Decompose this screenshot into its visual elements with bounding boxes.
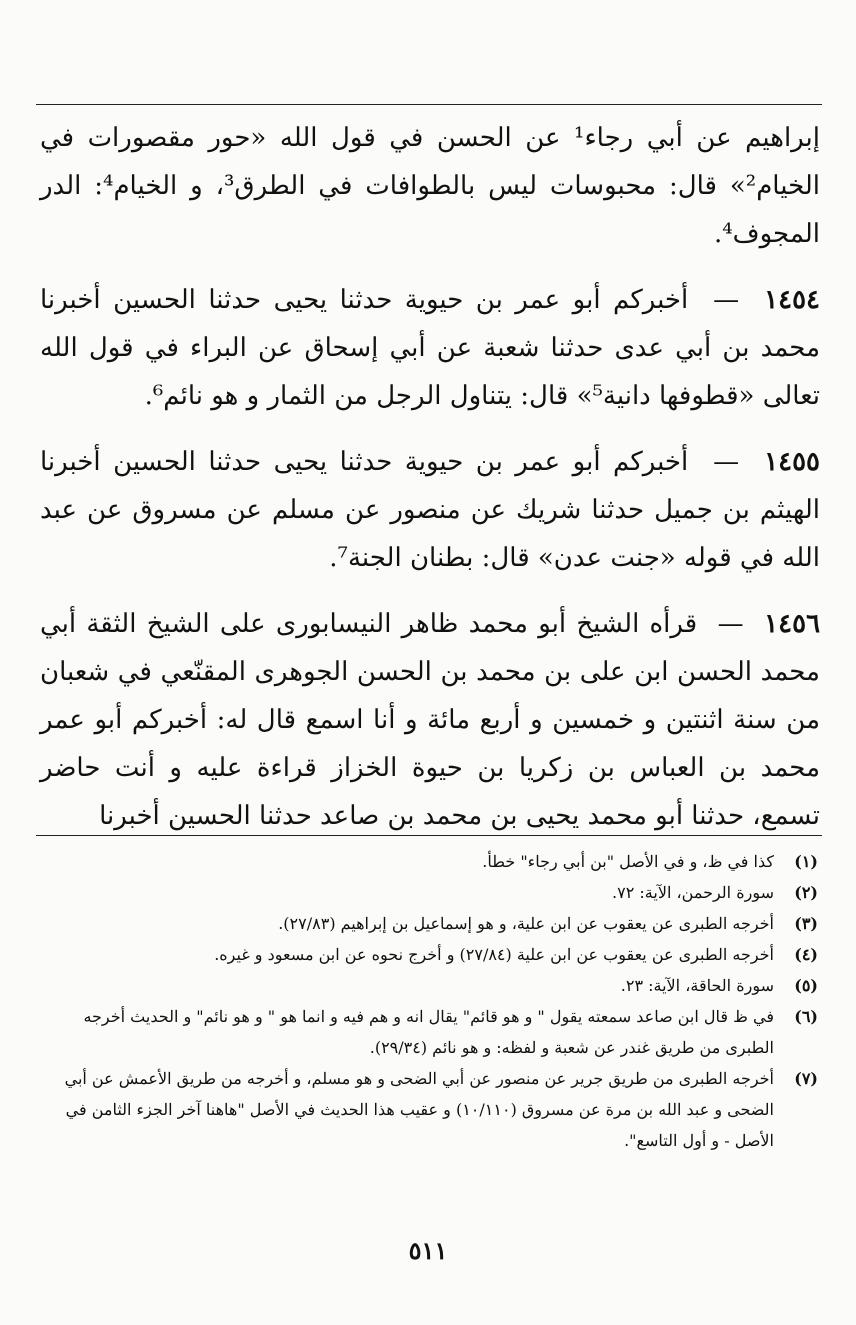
footnote: [40, 970, 818, 1001]
footnote-text: كذا في ظ، و في الأصل "بن أبي رجاء" خطأ.: [482, 852, 774, 871]
footnote: [40, 939, 818, 970]
footnote-number: (٧): [794, 1069, 818, 1088]
footnote-text: سورة الحاقة، الآية: ٢٣.: [620, 976, 774, 995]
footnote-text: أخرجه الطبرى عن يعقوب عن ابن علية، و هو إسماعيل بن إبراهيم (٢٧/٨٣).: [278, 914, 774, 933]
footnote-number: (٦): [794, 1007, 818, 1026]
footnotes: [40, 846, 818, 1156]
footnote: [40, 1001, 818, 1063]
footnote-number: (٤): [794, 945, 818, 964]
hadith-1454: [40, 276, 820, 420]
footnote-number: (٥): [794, 976, 818, 995]
hadith-1455: [40, 438, 820, 582]
top-rule: [36, 104, 822, 105]
dash: —: [707, 609, 754, 639]
footnote-text: في ظ قال ابن صاعد سمعته يقول " و هو قائم" يقال انه و هم فيه و انما هو " و هو نائم" و الحديث أخرجه الطبرى من طريق غندر عن شعبة و لفظه: و هو نائم (٢٩/٣٤).: [83, 1007, 774, 1057]
footnote-number: (١): [794, 852, 818, 871]
footnote-text: أخرجه الطبرى عن يعقوب عن ابن علية (٢٧/٨٤) و أخرج نحوه عن ابن مسعود و غيره.: [214, 945, 774, 964]
paragraph-text: إبراهيم عن أبي رجاء¹ عن الحسن في قول الله «حور مقصورات في الخيام²» قال: محبوسات ليس بالطوافات في الطرق³، و الخيام⁴: الدر المجوف⁴.: [40, 123, 820, 249]
dash: —: [700, 447, 752, 477]
paragraph-text: قرأه الشيخ أبو محمد ظاهر النيسابورى على الشيخ الثقة أبي محمد الحسن ابن على بن محمد بن الحسن الجوهرى المقنّعي في شعبان من سنة اثنتين و خمسين و أربع مائة و أنا اسمع قال له: أخبركم أبو عمر محمد بن العباس بن زكريا بن حيوة الخزاز قراءة عليه و أنت حاضر تسمع، حدثنا أبو محمد يحيى بن محمد بن صاعد حدثنا الحسين أخبرنا: [40, 609, 820, 831]
paragraph-text: أخبركم أبو عمر بن حيوية حدثنا يحيى حدثنا الحسين أخبرنا الهيثم بن جميل حدثنا شريك عن منصور عن مسلم عن مسروق عن عبد الله في قوله «جنت عدن» قال: بطنان الجنة⁷.: [40, 447, 820, 573]
hadith-number: ١٤٥٦: [764, 609, 821, 639]
footnote-number: (٢): [794, 883, 818, 902]
footnote: [40, 1063, 818, 1156]
paragraph-text: أخبركم أبو عمر بن حيوية حدثنا يحيى حدثنا الحسين أخبرنا محمد بن أبي عدى حدثنا شعبة عن أبي إسحاق عن البراء في قول الله تعالى «قطوفها دانية⁵» قال: يتناول الرجل من الثمار و هو نائم⁶.: [40, 285, 820, 411]
hadith-number: ١٤٥٥: [764, 447, 821, 477]
footnote: [40, 877, 818, 908]
hadith-number: ١٤٥٤: [764, 285, 821, 315]
dash: —: [700, 285, 752, 315]
footnote: [40, 908, 818, 939]
hadith-1456: [40, 600, 820, 840]
main-text: [40, 114, 820, 840]
footnote-rule: [36, 835, 822, 836]
page-number: ٥١١: [408, 1236, 448, 1265]
footnote-text: سورة الرحمن، الآية: ٧٢.: [612, 883, 774, 902]
footnote-number: (٣): [794, 914, 818, 933]
paragraph-continuation: [40, 114, 820, 258]
footnote: [40, 846, 818, 877]
footnote-text: أخرجه الطبرى من طريق جرير عن منصور عن أبي الضحى و هو مسلم، و أخرجه من طريق الأعمش عن أبي الضحى و عبد الله بن مرة عن مسروق (١٠/١١٠) و عقيب هذا الحديث في الأصل "هاهنا آخر الجزء الثامن في الأصل - و أول التاسع".: [64, 1069, 774, 1150]
